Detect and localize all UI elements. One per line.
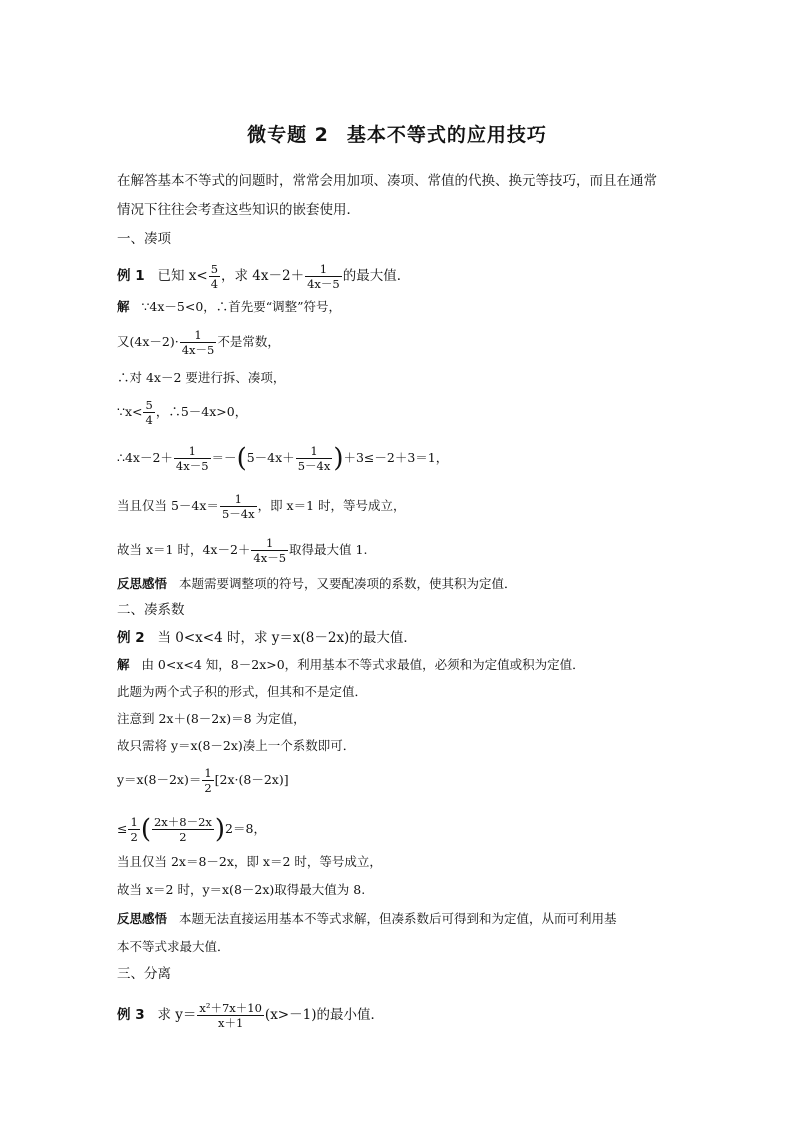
solution-2-line-3: 注意到 2x＋(8－2x)＝8 为定值， — [117, 711, 306, 726]
section-3-heading: 三、分离 — [117, 966, 171, 982]
example-1: 例 1 已知 x< $\frac{5}{4}$ ，求 4x－2＋ $\frac{1}{4x-5}$ 的最大值． — [117, 262, 411, 291]
solution-1-line-5: ∴4x－2＋ $\frac{1}{4x-5}$ ＝－(5－4x＋ $\frac{1}{5-4x}$ )＋3≤－2＋3＝1， — [117, 443, 449, 474]
reflection-2-line-2: 本不等式求最大值． — [117, 939, 230, 954]
example-1-label: 例 1 — [117, 268, 145, 284]
example-2: 例 2 当 0<x<4 时，求 y＝x(8－2x)的最大值． — [117, 630, 417, 646]
example-3: 例 3 求 y＝ $\frac{\text{x²＋7x＋10}}{x+1}$ (x>－1)的最小值． — [117, 1001, 384, 1030]
title-text: 基本不等式的应用技巧 — [346, 124, 547, 146]
solution-1-line-2: 又(4x－2)· $\frac{1}{4x-5}$ 不是常数， — [117, 328, 280, 357]
solution-2-line-4: 故只需将 y＝x(8－2x)凑上一个系数即可． — [117, 738, 356, 753]
solution-2-line-6: ≤ $\frac{1}{2}$ ( $\frac{2x+8-2x}{2}$ )2＝8， — [117, 814, 266, 845]
solution-1-line-7: 故当 x＝1 时，4x－2＋ $\frac{1}{4x-5}$ 取得最大值 1. — [117, 536, 368, 565]
reflection-2-line-1: 反思感悟 本题无法直接运用基本不等式求解，但凑系数后可得到和为定值，从而可利用基 — [117, 911, 617, 926]
solution-2-line-1: 解 由 0<x<4 知，8－2x>0，利用基本不等式求最值，必须和为定值或积为定值． — [117, 657, 585, 672]
intro-line-2: 情况下往往会考查这些知识的嵌套使用． — [117, 202, 360, 218]
solution-2-line-2: 此题为两个式子积的形式，但其和不是定值． — [117, 684, 368, 699]
section-2-heading: 二、凑系数 — [117, 602, 185, 618]
solution-1-line-4: ∵x< $\frac{5}{4}$ ，∴5－4x>0， — [117, 398, 248, 427]
solution-2-line-7: 当且仅当 2x＝8－2x，即 x＝2 时，等号成立， — [117, 854, 382, 869]
page-title — [0, 120, 794, 147]
fraction-1-over-4x-5: $\frac{1}{4x-5}$ — [307, 262, 340, 291]
solution-2-line-5: y＝x(8－2x)＝ $\frac{1}{2}$ [2x·(8－2x)] — [117, 766, 289, 795]
solution-1-line-6: 当且仅当 5－4x＝ $\frac{1}{5-4x}$ ，即 x＝1 时，等号成立， — [117, 492, 406, 521]
fraction-example-3: $\frac{\text{x²＋7x＋10}}{x+1}$ — [199, 1001, 262, 1030]
solution-1-line-3: ∴对 4x－2 要进行拆、凑项， — [117, 370, 286, 385]
solution-2-line-8: 故当 x＝2 时，y＝x(8－2x)取得最大值为 8. — [117, 882, 366, 897]
reflection-1: 反思感悟 本题需要调整项的符号，又要配凑项的系数，使其积为定值． — [117, 576, 517, 591]
intro-line-1: 在解答基本不等式的问题时，常常会用加项、凑项、常值的代换、换元等技巧，而且在通常 — [117, 173, 657, 189]
fraction-5-4: $\frac{5}{4}$ — [210, 262, 219, 291]
section-1-heading: 一、凑项 — [117, 231, 171, 247]
solution-1-line-1: 解 ∵4x－5<0，∴首先要“调整”符号， — [117, 299, 342, 314]
title-number: 微专题 2 — [247, 124, 329, 146]
